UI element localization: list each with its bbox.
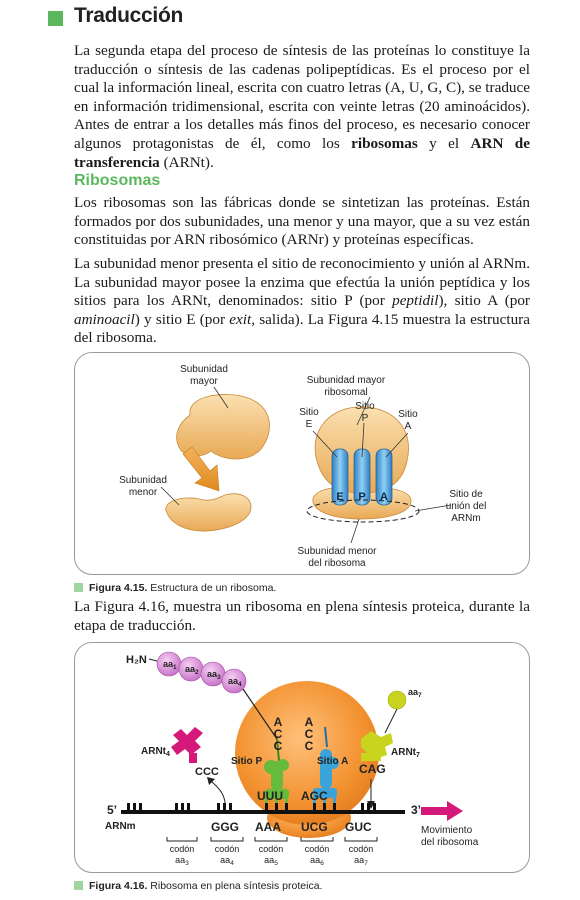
anticodon-agc: AGC — [301, 789, 328, 803]
label-3-prime: 3’ — [411, 803, 422, 817]
amino-acid-chain — [157, 652, 246, 693]
site-p-box: P — [358, 491, 366, 503]
codon-labels — [170, 844, 374, 867]
free-anticodon-ccc: CCC — [195, 766, 219, 778]
ribosome-structure-diagram — [75, 353, 530, 575]
ribosomas-paragraph-2: La subunidad menor presenta el sitio de reconocimiento y unión al ARNm. La subunidad mayor posee la enzima que efectúa la unión peptídica y los sitios para los ARNt, denominados: sitio P (por peptidil), sitio A (por aminoacil) y sitio E (por exit, salida). La Figura 4.15 muestra la estructura del ribosoma. — [74, 255, 530, 347]
codon-brackets — [167, 837, 377, 841]
label-subunidad-mayor-ribosomal: Subunidad mayor ribosomal — [306, 375, 386, 398]
heading-marker — [48, 11, 63, 26]
label-subunidad-menor-ribosoma: Subunidad menor del ribosoma — [297, 546, 377, 569]
site-e-box: E — [336, 491, 344, 503]
codon-ucg: UCG — [301, 820, 328, 834]
svg-text:aa3: $aa_3$ — [207, 669, 221, 681]
label-movimiento: Movimiento del ribosoma — [421, 825, 479, 848]
label-sitio-p: Sitio P — [355, 401, 375, 424]
svg-text:aa4: $aa_4$ — [228, 676, 242, 688]
anticodon-cag: CAG — [359, 762, 386, 776]
term-arn-transferencia: ARN de transferencia — [74, 134, 530, 171]
svg-text:aa5: $aa_5$ — [264, 855, 278, 867]
label-arnt4: ARNt$_4$ — [141, 746, 170, 758]
figure-4-16-caption: Figura 4.16. Ribosoma en plena síntesis proteica. — [74, 880, 322, 892]
label-sitio-union-arnm: Sitio de unión del ARNm — [445, 489, 487, 524]
figure-4-16 — [74, 642, 530, 873]
caption-marker — [74, 583, 83, 592]
label-subunidad-menor: Subunidad menor — [119, 475, 167, 498]
site-columns — [332, 449, 392, 505]
svg-text:aa7: $aa_7$ — [354, 855, 368, 867]
svg-text:aa2: $aa_2$ — [185, 664, 199, 676]
h2n-label: H₂N — [126, 654, 147, 666]
svg-text:aa4: $aa_4$ — [220, 855, 234, 867]
figure-4-15-caption: Figura 4.15. Estructura de un ribosoma. — [74, 582, 276, 594]
svg-text:aa1: $aa_1$ — [163, 659, 177, 671]
figure-4-15 — [74, 352, 530, 575]
codon-guc: GUC — [345, 820, 372, 834]
caption-marker — [74, 881, 83, 890]
intro-paragraph: La segunda etapa del proceso de síntesis de las proteínas lo constituye la traducción o síntesis de las cadenas polipeptídicas. Es el proceso por el cual la información lineal, escrita con cuatro letras (A, U, G, C), se traduce en información tridimensional, escrita con veinte letras (20 aminoácidos). Antes de entrar a los detalles más finos del proceso, es necesario conocer algunos protagonistas de él, como los ribosomas y el ARN de transferencia (ARNt). — [74, 42, 530, 171]
between-paragraph: La Figura 4.16, muestra un ribosoma en plena síntesis proteica, durante la etapa de traducción. — [74, 598, 530, 634]
codon-ggg: GGG — [211, 820, 240, 834]
acc-right: A C C — [304, 715, 314, 753]
label-sitio-p: Sitio P — [231, 756, 263, 767]
label-arnt7: ARNt$_7$ — [391, 747, 420, 759]
svg-text:aa6: $aa_6$ — [310, 855, 324, 867]
exiting-trna-4 — [171, 727, 203, 763]
label-sitio-e: Sitio E — [299, 407, 319, 430]
anticodon-uuu: UUU — [257, 789, 283, 803]
label-aa7: $aa_7$ — [408, 687, 422, 699]
label-arnm: ARNm — [105, 821, 136, 832]
page-title: Traducción — [74, 4, 184, 27]
label-subunidad-mayor: Subunidad mayor — [180, 364, 228, 387]
label-sitio-a: Sitio A — [317, 756, 349, 767]
protein-synthesis-diagram — [75, 643, 530, 873]
label-5-prime: 5’ — [107, 803, 118, 817]
section-heading: Ribosomas — [74, 172, 161, 189]
svg-text:codón: codón — [304, 844, 330, 854]
ribosomas-paragraph-1: Los ribosomas son las fábricas donde se sintetizan las proteínas. Están formados por dos subunidades, una menor y una mayor, que a su vez están constituidas por ARN ribosómico (ARNr) y proteínas específicas. — [74, 194, 530, 249]
ribosome-upper — [235, 681, 379, 825]
svg-text:aa3: $aa_3$ — [175, 855, 189, 867]
label-sitio-a: Sitio A — [398, 409, 418, 432]
svg-text:codón: codón — [348, 844, 374, 854]
svg-text:codón: codón — [169, 844, 195, 854]
acc-left: A C C — [273, 715, 283, 753]
movement-arrow — [421, 801, 463, 821]
codon-aaa: AAA — [255, 820, 281, 834]
small-subunit-shape — [166, 494, 251, 531]
site-a-box: A — [380, 491, 388, 503]
svg-text:codón: codón — [258, 844, 284, 854]
term-ribosomas: ribosomas — [351, 134, 418, 152]
svg-text:codón: codón — [214, 844, 240, 854]
